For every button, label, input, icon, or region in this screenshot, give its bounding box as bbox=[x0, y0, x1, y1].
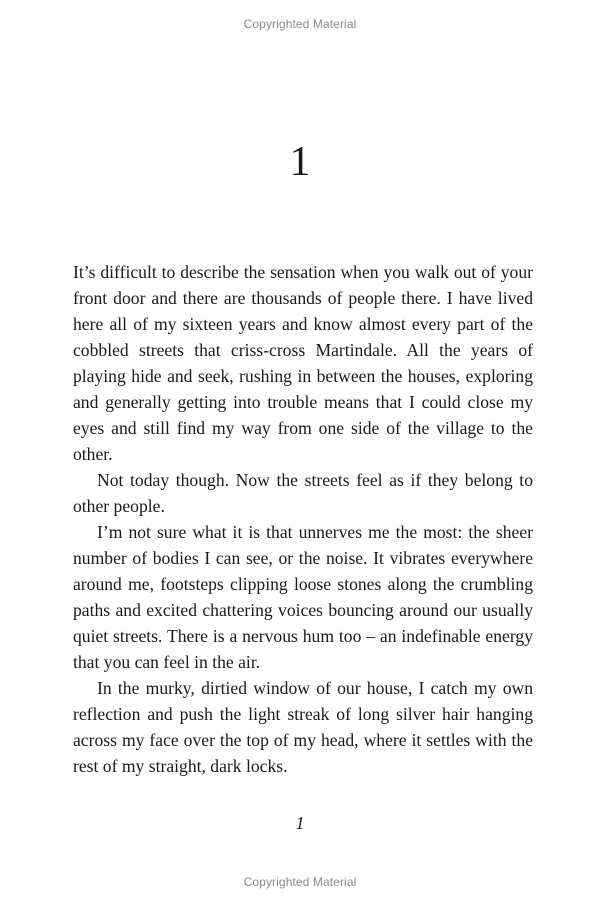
page-number: 1 bbox=[295, 813, 305, 833]
chapter-number: 1 bbox=[289, 139, 311, 185]
copyright-watermark-top: Copyrighted Material bbox=[243, 17, 357, 31]
copyright-watermark-bottom: Copyrighted Material bbox=[243, 875, 357, 889]
paragraph: I’m not sure what it is that unnerves me the most: the sheer number of bodies I can see, or the noise. It vibrates everywhere around me, footsteps clipping loose stones along the crumbling paths and excited chattering voices bouncing around our usually quiet streets. There is a nervous hum too – an indefinable energy that you can feel in the air. bbox=[73, 522, 533, 672]
paragraph: Not today though. Now the streets feel as if they belong to other people. bbox=[73, 470, 533, 516]
paragraph: It’s difficult to describe the sensation when you walk out of your front door and there are thousands of people there. I have lived here all of my sixteen years and know almost every part of the cobbled streets that criss-cross Martindale. All the years of playing hide and seek, rushing in between the houses, exploring and generally getting into trouble means that I could close my eyes and still find my way from one side of the village to the other. bbox=[73, 262, 533, 464]
paragraph: In the murky, dirtied window of our house, I catch my own reflection and push the light streak of long silver hair hanging across my face over the top of my head, where it settles with the rest of my straight, dark locks. bbox=[73, 678, 533, 776]
chapter-body bbox=[73, 259, 533, 779]
